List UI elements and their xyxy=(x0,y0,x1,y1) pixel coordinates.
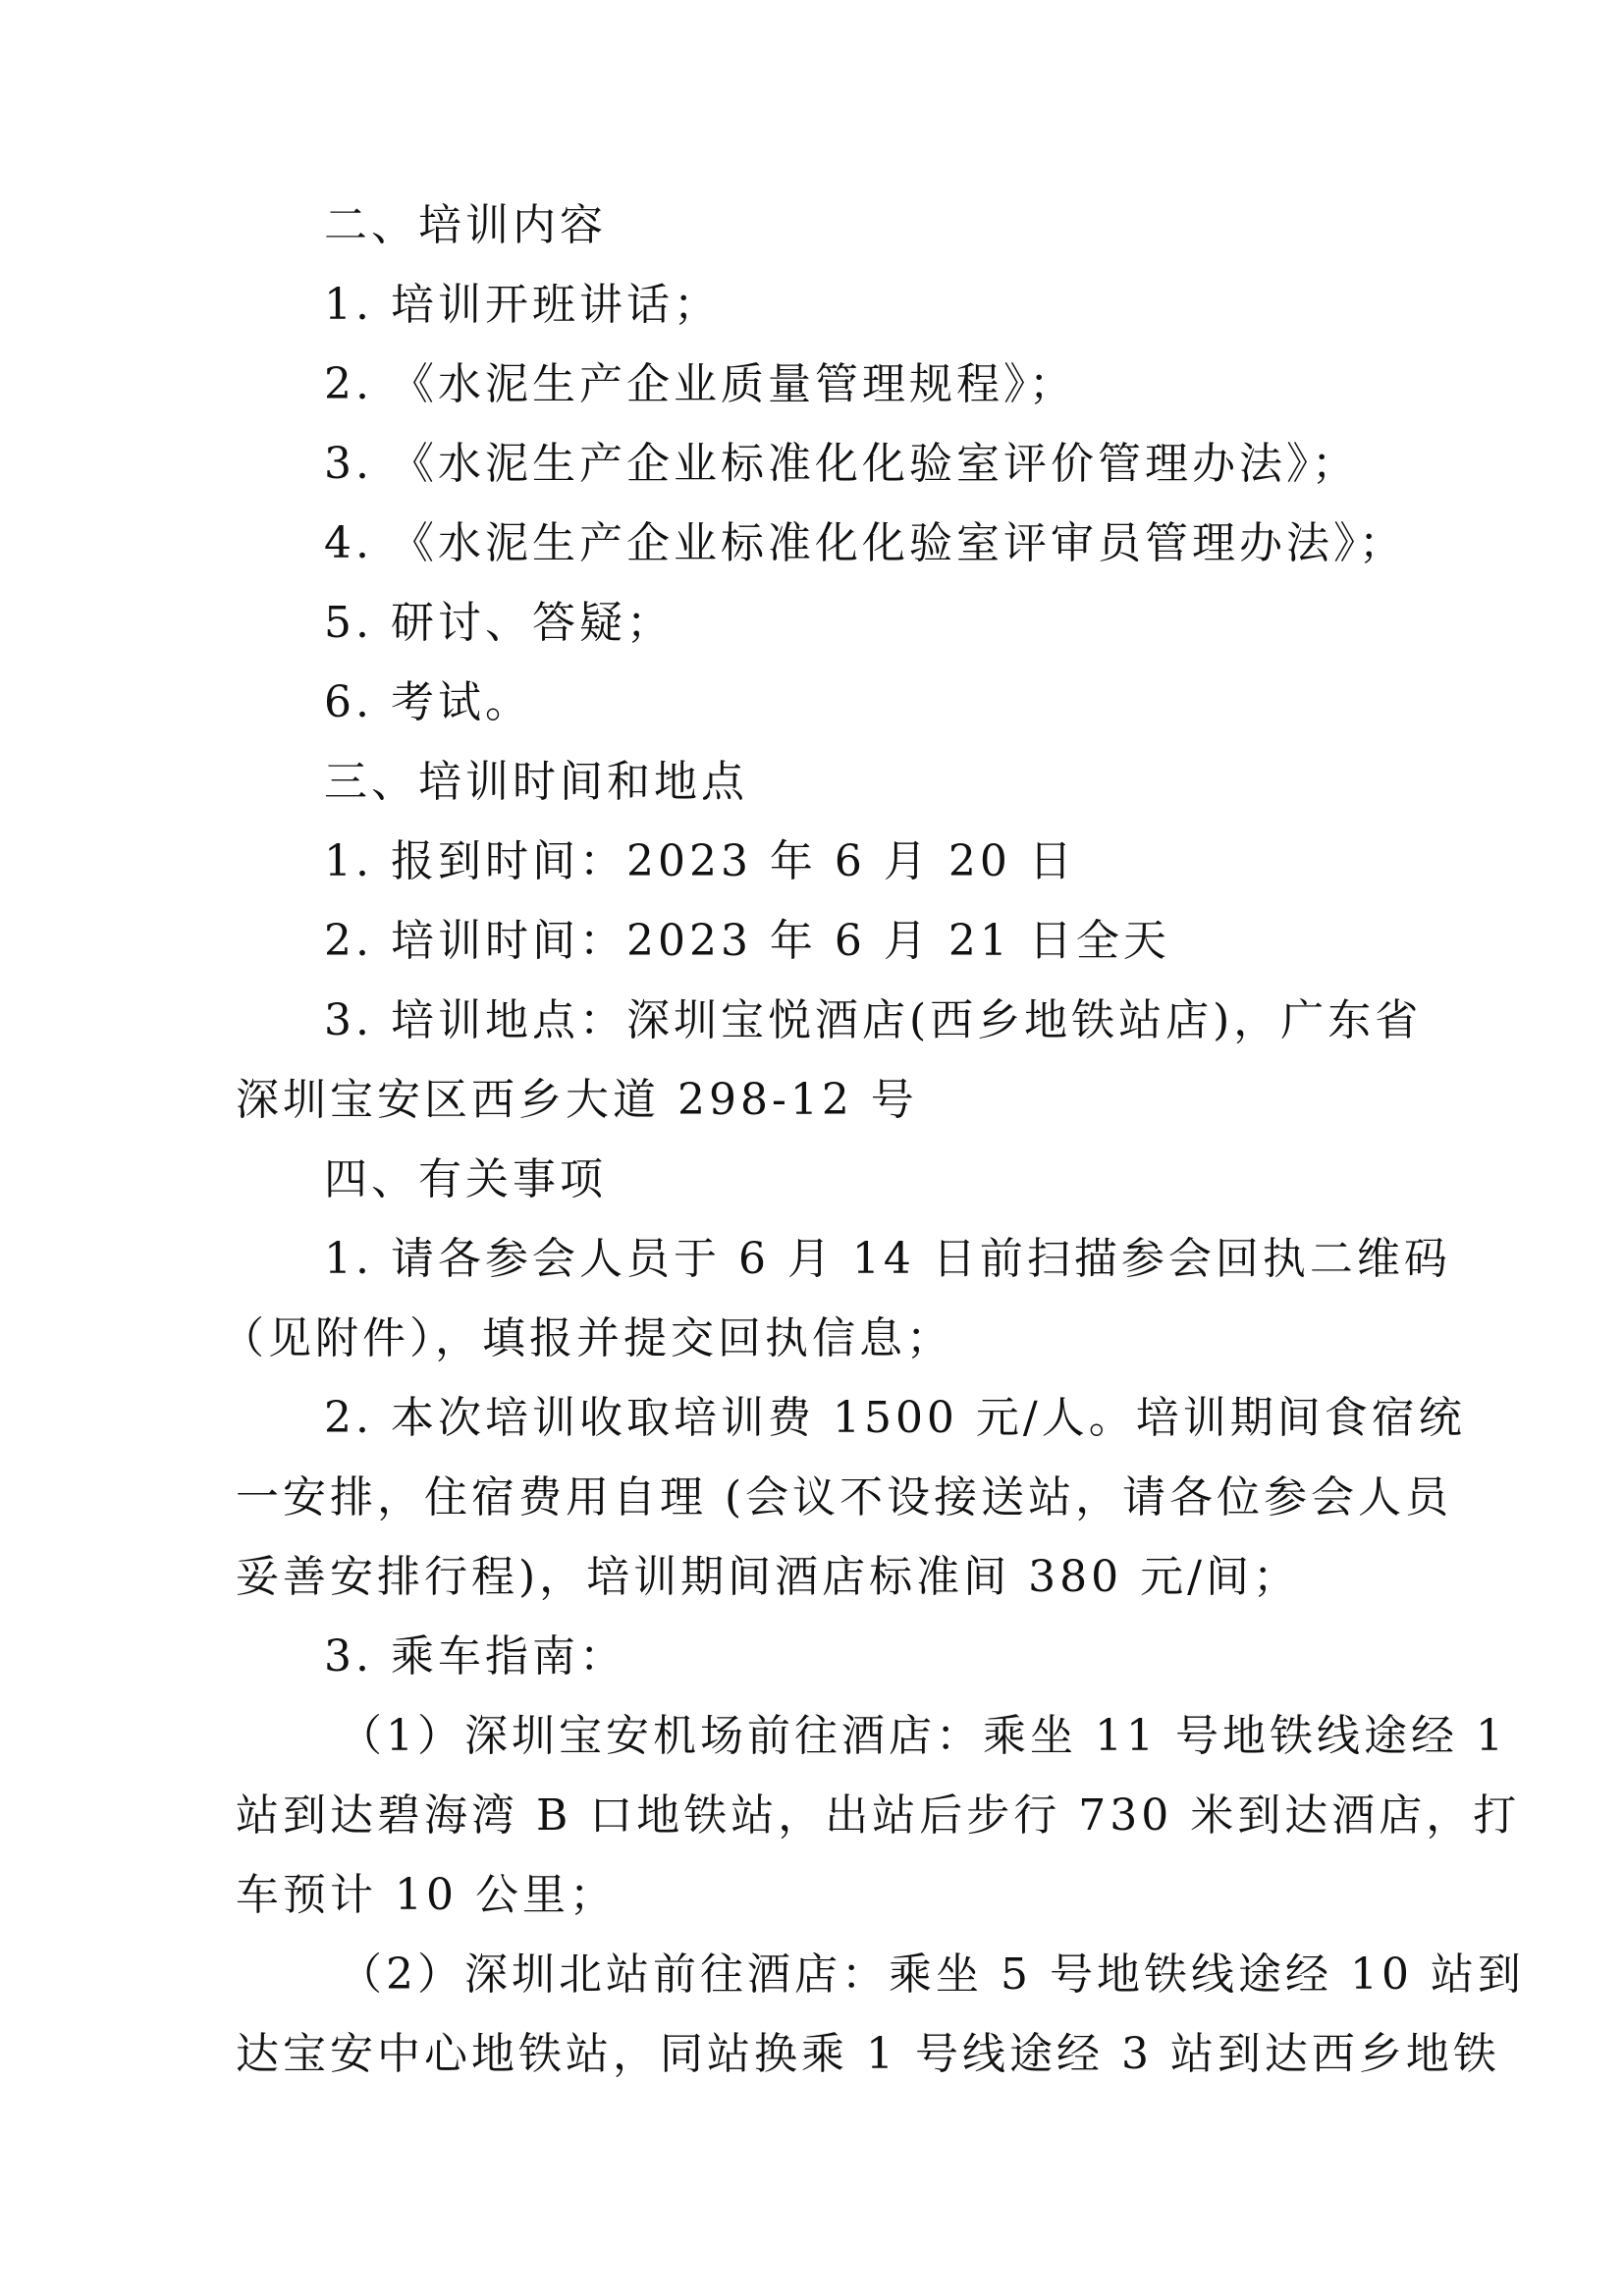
list-item-continuation: 深圳宝安区西乡大道 298-12 号 xyxy=(236,1075,918,1125)
section-heading-training-content: 二、培训内容 xyxy=(324,200,607,250)
sub-list-item-continuation: 达宝安中心地铁站，同站换乘 1 号线途经 3 站到达西乡地铁 xyxy=(236,2029,1500,2079)
section-heading-time-place: 三、培训时间和地点 xyxy=(324,757,748,807)
list-item: 2. 本次培训收取培训费 1500 元/人。培训期间食宿统 xyxy=(324,1393,1466,1443)
sub-list-item: （2）深圳北站前往酒店：乘坐 5 号地铁线途经 10 站到 xyxy=(339,1949,1525,2000)
sub-list-item: （1）深圳宝安机场前往酒店：乘坐 11 号地铁线途经 1 xyxy=(339,1711,1507,1761)
list-item: 2. 培训时间：2023 年 6 月 21 日全天 xyxy=(324,916,1170,966)
list-item: 6. 考试。 xyxy=(324,677,532,727)
sub-list-item-continuation: 车预计 10 公里； xyxy=(236,1870,617,1920)
sub-list-item-continuation: 站到达碧海湾 B 口地铁站，出站后步行 730 米到达酒店，打 xyxy=(236,1790,1521,1841)
list-item-continuation: 妥善安排行程)，培训期间酒店标准间 380 元/间； xyxy=(236,1552,1300,1602)
list-item: 2. 《水泥生产企业质量管理规程》； xyxy=(324,359,1076,409)
list-item: 1. 培训开班讲话； xyxy=(324,280,721,330)
list-item: 3. 《水泥生产企业标准化化验室评价管理办法》； xyxy=(324,439,1359,489)
list-item: 3. 乘车指南： xyxy=(324,1631,626,1682)
list-item-continuation: （见附件），填报并提交回执信息； xyxy=(221,1313,953,1363)
list-item-continuation: 一安排，住宿费用自理 (会议不设接送站，请各位参会人员 xyxy=(236,1472,1453,1522)
list-item: 5. 研讨、答疑； xyxy=(324,598,674,648)
list-item: 4. 《水泥生产企业标准化化验室评审员管理办法》； xyxy=(324,518,1406,568)
section-heading-matters: 四、有关事项 xyxy=(324,1154,607,1204)
list-item: 1. 报到时间：2023 年 6 月 20 日 xyxy=(324,836,1076,886)
list-item: 3. 培训地点：深圳宝悦酒店(西乡地铁站店)，广东省 xyxy=(324,995,1423,1045)
list-item: 1. 请各参会人员于 6 月 14 日前扫描参会回执二维码 xyxy=(324,1234,1451,1284)
